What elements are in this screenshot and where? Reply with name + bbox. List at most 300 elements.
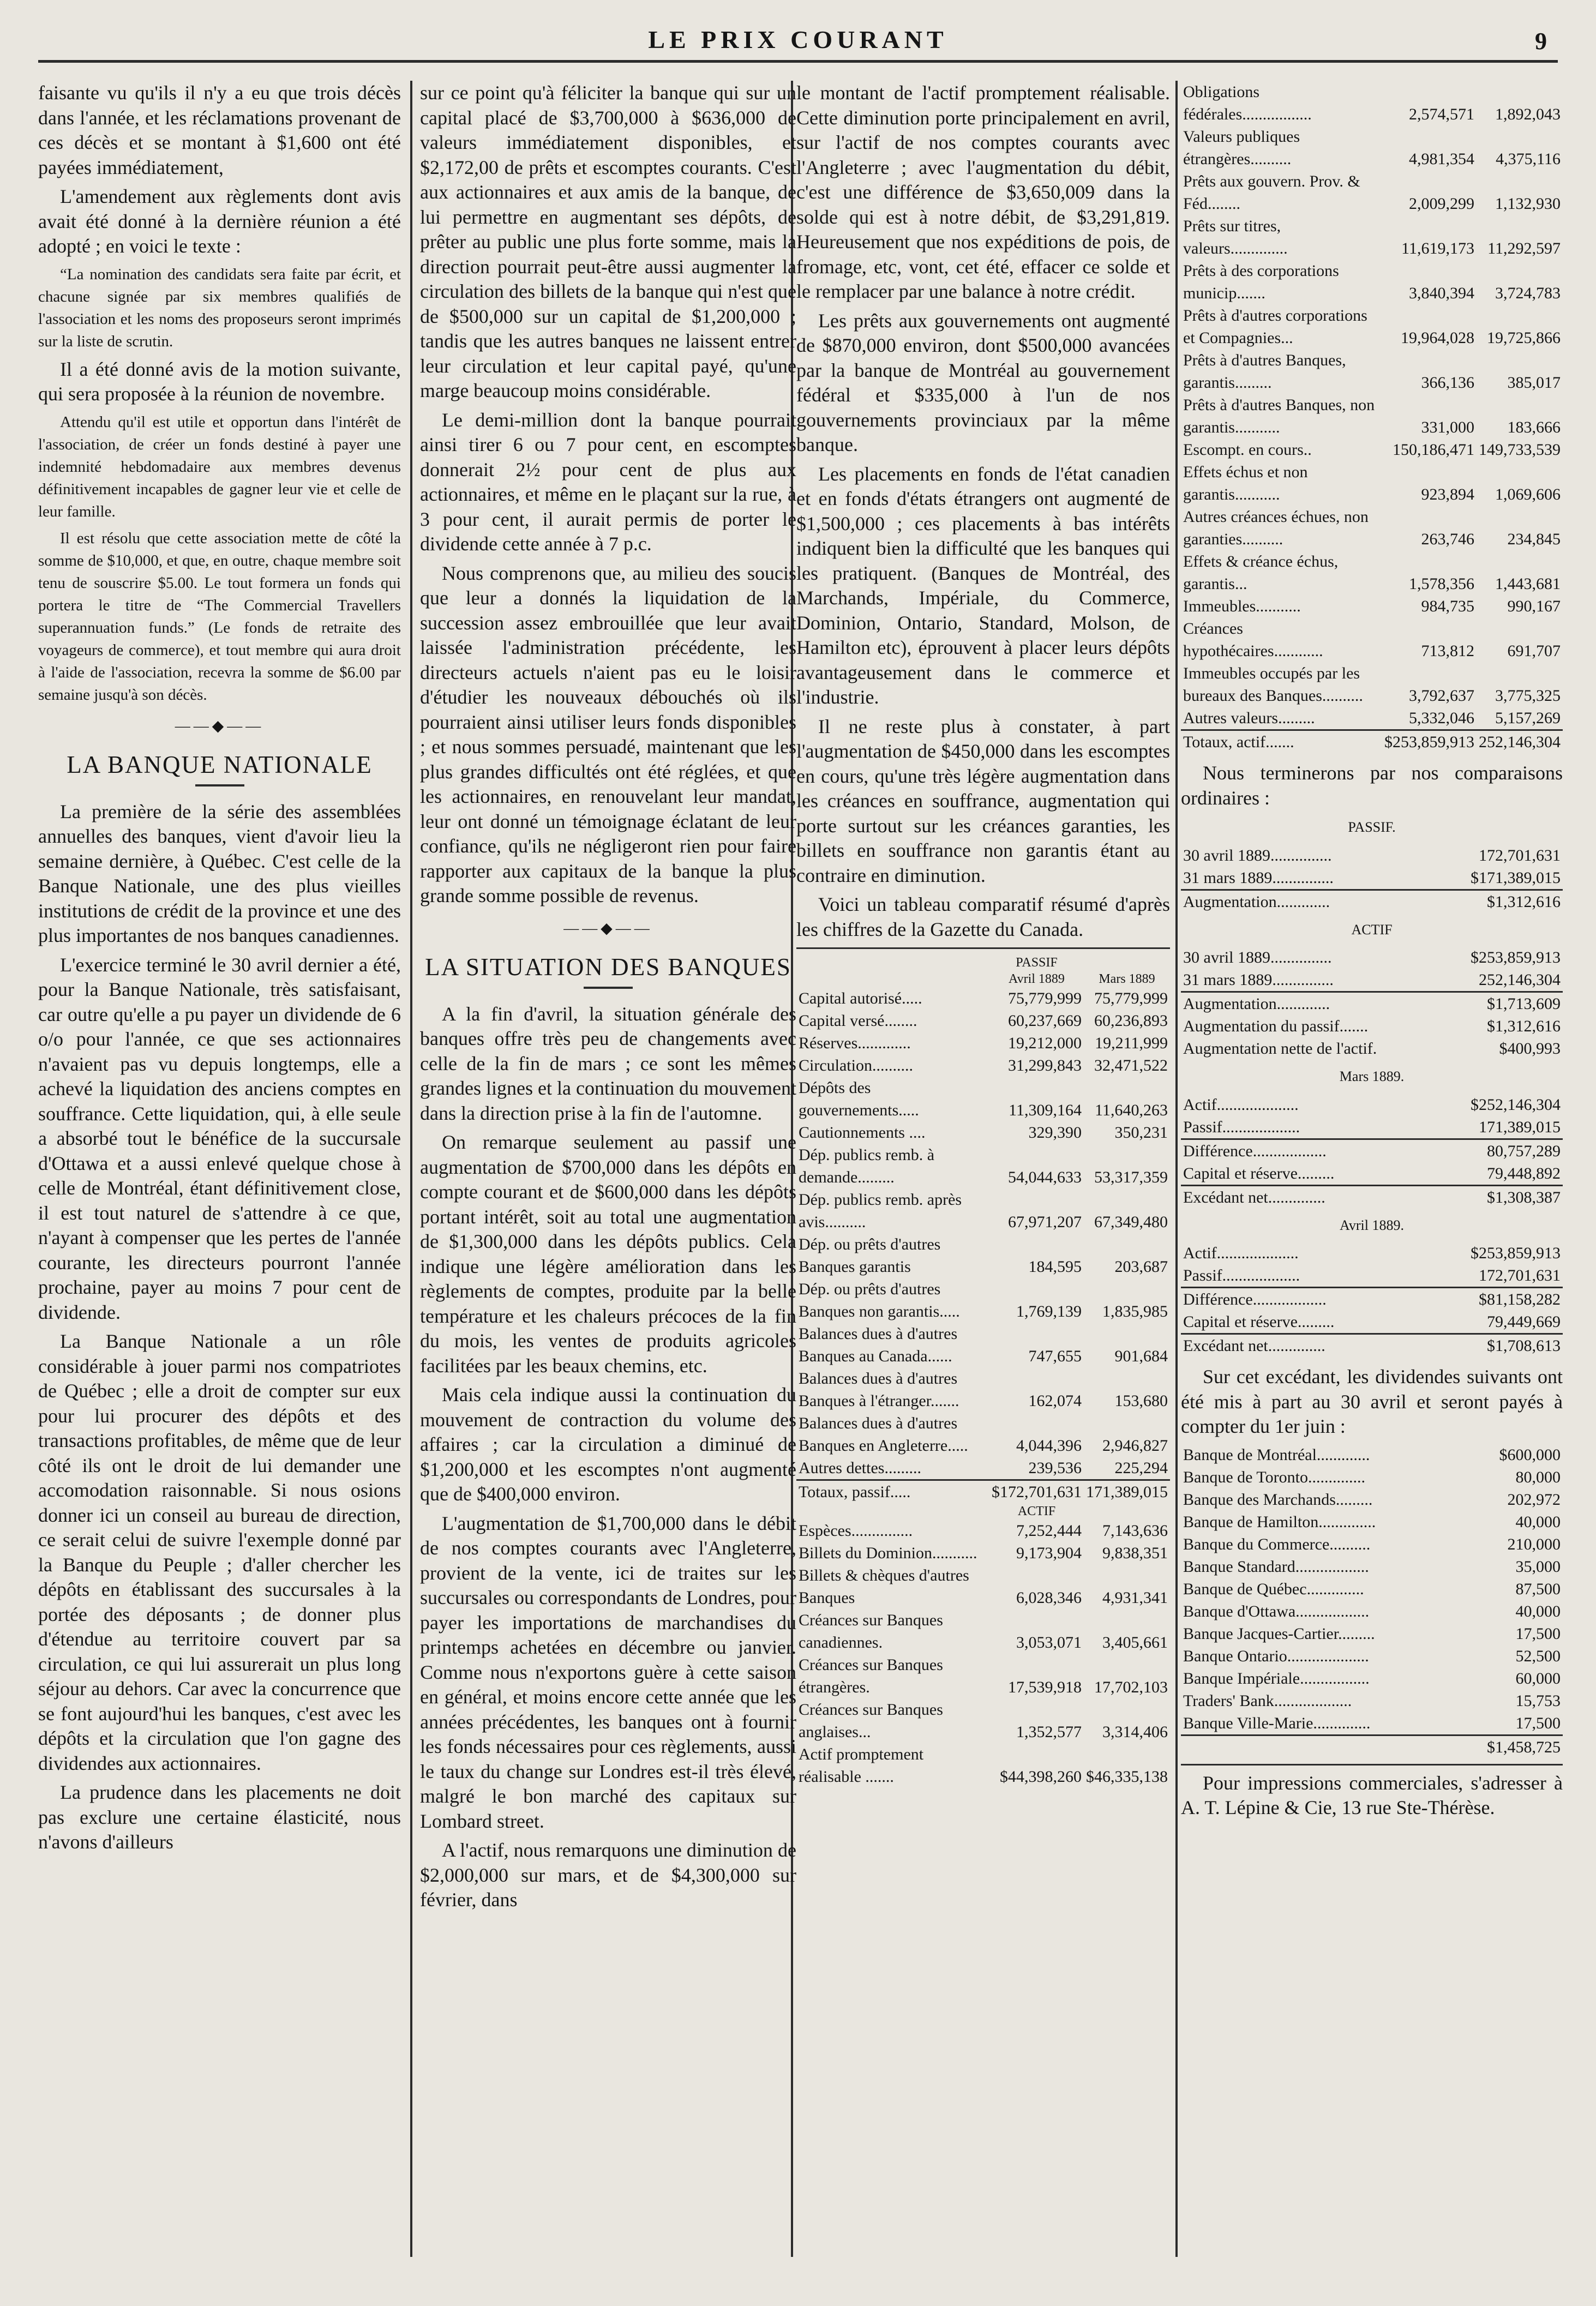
table-row <box>796 1654 1170 1698</box>
cell-mars: 2,946,827 <box>1102 1437 1168 1455</box>
table-row <box>1181 890 1563 913</box>
row-label: Dép. publics remb. à demande......... <box>799 1146 935 1186</box>
cell-mars: 60,236,893 <box>1094 1012 1168 1030</box>
row-value: 80,000 <box>1515 1468 1561 1486</box>
cell-mars: $46,335,138 <box>1086 1768 1168 1786</box>
table-row <box>1181 1288 1563 1311</box>
cell-mars: 7,143,636 <box>1102 1522 1168 1540</box>
row-label: Banque du Commerce.......... <box>1183 1535 1371 1553</box>
cell-mars: 171,389,015 <box>1084 1480 1170 1504</box>
table-row <box>1181 730 1563 754</box>
row-label: Prêts à d'autres corporations et Compagnies... <box>1183 307 1367 347</box>
cell-mars: 53,317,359 <box>1094 1168 1168 1186</box>
divider <box>584 987 633 989</box>
row-label: Capital et réserve......... <box>1183 1313 1335 1331</box>
cell-avril: 3,053,071 <box>1016 1634 1082 1652</box>
paragraph: La Banque Nationale a un rôle considérable à jouer parmi nos compatriotes de Québec ; elle a droit de compter sur eux pour lui procurer des dépôts et des transactions profitables, de même que de leur côté ils ont le droit de lui demander une accomodation raisonnable. Si nous osions donner ici un conseil au bureau de direction, ce serait celui de suivre l'exemple donné par la Banque du Peuple ; d'aller chercher les dépôts en établissant des succursales à la portée des déposants ; de donner plus d'étendue au territoire couvert par sa circulation, ce qui lui assurerait un plus long séjour au dehors. Car avec la concurrence que se font aujourd'hui les banques, c'est avec les dépôts et la circulation que l'on gagne des dividendes aux actionnaires. <box>38 1330 401 1774</box>
table-row <box>796 1278 1170 1323</box>
row-label: Actif.................... <box>1183 1244 1299 1262</box>
newspaper-title: LE PRIX COURANT <box>648 26 948 53</box>
cell-avril: $172,701,631 <box>989 1480 1084 1504</box>
cell-mars: 149,733,539 <box>1479 441 1561 459</box>
paragraph: Sur cet excédant, les dividendes suivants ont été mis à part au 30 avril et seront payés à compter du 1er juin : <box>1181 1366 1563 1437</box>
paragraph: L'amendement aux règlements dont avis avait été donné à la dernière réunion a été adopté ; en voici le texte : <box>38 185 401 257</box>
cell-avril: 984,735 <box>1421 597 1474 615</box>
paragraph: le montant de l'actif promptement réalisable. Cette diminution porte principalement en avril, sur l'actif de nos comptes courants avec l'Angleterre ; avec l'augmentation du débit, c'est une différence de $3,650,009 dans la solde qui est à notre débit, de $3,291,819. Heureusement que nos expéditions de pois, de fromage, etc, vont, cet été, effacer ce solde et le remplacer par une balance à notre crédit. <box>796 82 1170 302</box>
row-label: 31 mars 1889............... <box>1183 868 1334 887</box>
table-row <box>1181 1511 1563 1533</box>
row-value: $171,389,015 <box>1471 868 1561 887</box>
cell-avril: 11,309,164 <box>1009 1101 1082 1119</box>
cell-avril: 54,044,633 <box>1008 1168 1082 1186</box>
cell-avril: 747,655 <box>1028 1347 1082 1365</box>
quoted-text: Attendu qu'il est utile et opportun dans l'intérêt de l'association, de créer un fonds destiné à payer une indemnité hebdomadaire aux membres devenus définitivement incapables de gagner leur vie et celle de leur famille. <box>38 413 401 520</box>
cell-avril: 150,186,471 <box>1393 441 1474 459</box>
cell-mars: 4,931,341 <box>1102 1589 1168 1607</box>
table-row <box>1181 867 1563 890</box>
cell-mars: 19,211,999 <box>1095 1034 1168 1052</box>
table-row <box>1181 1690 1563 1712</box>
row-label: Prêts à d'autres Banques, non garantis........... <box>1183 396 1375 436</box>
page-header <box>38 22 1558 63</box>
row-value: $1,308,387 <box>1419 1185 1563 1209</box>
row-label: Immeubles occupés par les bureaux des Banques.......... <box>1183 664 1363 705</box>
cell-avril: 1,769,139 <box>1016 1302 1082 1320</box>
cell-mars: 19,725,866 <box>1487 329 1561 347</box>
row-label: Effets & créance échus, garantis... <box>1183 553 1339 593</box>
table-row <box>796 1542 1170 1564</box>
table-row <box>1181 595 1563 617</box>
table-row <box>796 1188 1170 1233</box>
row-value: 80,757,289 <box>1419 1139 1563 1162</box>
table-row <box>1181 1556 1563 1578</box>
row-value: $600,000 <box>1499 1445 1561 1464</box>
row-label: Balances dues à d'autres Banques à l'étranger....... <box>799 1370 959 1410</box>
cell-avril: $44,398,260 <box>1000 1768 1082 1786</box>
row-label: Autres valeurs......... <box>1183 709 1315 727</box>
table-row <box>796 1457 1170 1480</box>
row-label: Banque Impériale................. <box>1183 1669 1370 1688</box>
row-label: Actif promptement réalisable ....... <box>799 1745 924 1786</box>
mars-label: Mars 1889. <box>1339 1068 1405 1084</box>
column-3 <box>796 81 1170 2262</box>
dividends-table <box>1181 1444 1563 1734</box>
row-value: 17,500 <box>1515 1624 1561 1643</box>
row-label: Capital et réserve......... <box>1183 1164 1335 1182</box>
table-row <box>796 1698 1170 1743</box>
cell-mars: 11,640,263 <box>1095 1101 1168 1119</box>
row-value: $400,993 <box>1499 1040 1561 1058</box>
table-row <box>796 1564 1170 1609</box>
row-label: Cautionnements .... <box>799 1124 926 1142</box>
column-4 <box>1181 81 1563 2262</box>
row-label: Banque de Montréal............. <box>1183 1445 1370 1464</box>
row-label: Banque de Québec.............. <box>1183 1580 1364 1598</box>
row-value: $1,708,613 <box>1419 1334 1563 1358</box>
bank-statement-table <box>796 954 1170 1788</box>
cell-mars: 1,443,681 <box>1495 575 1561 593</box>
cell-avril: 184,595 <box>1028 1258 1082 1276</box>
cell-avril: 3,792,637 <box>1409 687 1474 705</box>
column-rule <box>1175 81 1178 2257</box>
page-number: 9 <box>1535 28 1547 55</box>
table-row <box>1181 439 1563 461</box>
row-value: $1,312,616 <box>1418 890 1563 913</box>
paragraph: Les prêts aux gouvernements ont augmenté de $870,000 environ, dont $500,000 avancées par la banque de Montréal au gouvernement fédéral et $335,000 à l'un de nos gouvernements provinciaux par la même banque. <box>796 309 1170 455</box>
table-row <box>1181 1139 1563 1162</box>
table-row <box>1181 461 1563 506</box>
table-row <box>1181 969 1563 992</box>
table-row <box>796 1520 1170 1542</box>
table-row <box>1181 506 1563 550</box>
row-label: Excédant net.............. <box>1181 1185 1419 1209</box>
ornament-divider: ——◆—— <box>175 717 265 735</box>
row-label: Autres créances échues, non garanties.......... <box>1183 508 1369 548</box>
cell-mars: 990,167 <box>1507 597 1561 615</box>
paragraph: A la fin d'avril, la situation générale des banques offre très peu de changements avec celle de la fin de mars ; ce sont les mêmes grandes lignes et la continuation du mouvement dans la direction prise à la fin de l'automne. <box>420 1002 796 1124</box>
ornament-divider: ——◆—— <box>563 920 653 937</box>
row-value: 202,972 <box>1507 1490 1561 1509</box>
cell-avril: 263,746 <box>1421 530 1474 548</box>
table-row <box>1181 1444 1563 1466</box>
table-row <box>796 1323 1170 1367</box>
row-label: Prêts sur titres, valeurs.............. <box>1183 217 1288 257</box>
row-value: 210,000 <box>1507 1535 1561 1553</box>
row-label: Billets & chèques d'autres Banques <box>799 1566 969 1607</box>
cell-mars: 11,292,597 <box>1487 239 1561 257</box>
cell-avril: $253,859,913 <box>1382 730 1477 754</box>
paragraph: La première de la série des assemblées annuelles des banques, vient d'avoir lieu la semaine dernière, à Québec. C'est celle de la Banque Nationale, une des plus vieilles institutions de crédit de la province et une des plus importantes de nos banques canadiennes. <box>38 800 401 946</box>
cell-mars: 3,405,661 <box>1102 1634 1168 1652</box>
row-label: Totaux, passif..... <box>796 1480 989 1504</box>
row-label: Balances dues à d'autres Banques en Angleterre..... <box>799 1414 968 1455</box>
cell-avril: 923,894 <box>1421 485 1474 503</box>
dividends-total <box>1181 1734 1563 1758</box>
table-row <box>1181 662 1563 707</box>
table-row <box>1181 1334 1563 1358</box>
table-row <box>1181 617 1563 662</box>
paragraph: Il a été donné avis de la motion suivante, qui sera proposée à la réunion de novembre. <box>38 358 401 405</box>
cell-mars: 1,835,985 <box>1102 1302 1168 1320</box>
row-label: Créances sur Banques étrangères. <box>799 1656 943 1696</box>
cell-avril: 2,009,299 <box>1409 195 1474 213</box>
table-row <box>1181 1116 1563 1139</box>
table-row <box>1181 394 1563 439</box>
table-row <box>796 987 1170 1010</box>
row-label: Billets du Dominion........... <box>799 1544 977 1562</box>
row-label: Traders' Bank................... <box>1183 1691 1352 1710</box>
table-row <box>1181 260 1563 304</box>
paragraph: Nous comprenons que, au milieu des soucis que leur a donnés la liquidation de la succession assez embrouillée que leur avait laissée l'administration précédente, les directeurs actuels n'aient pas eu le loisir d'étudier les nouveaux débouchés où ils pourraient ainsi utiliser leurs fonds disponibles ; et nous sommes persuadé, maintenant que les plus grandes difficultés ont été réglées, et que les actionnaires, en renouvelant leur mandat, leur ont donné un témoignage éclatant de leur confiance, qu'ils ne négligeront rien pour faire rapporter aux capitaux de la banque la plus grande somme possible de revenus. <box>420 562 796 906</box>
cell-mars: 75,779,999 <box>1094 989 1168 1007</box>
table-row <box>1181 170 1563 215</box>
row-label: Escompt. en cours.. <box>1183 441 1312 459</box>
row-label: Prêts aux gouvern. Prov. & Féd........ <box>1183 172 1360 213</box>
table-rule <box>796 947 1170 949</box>
row-label: Banque Ville-Marie.............. <box>1183 1714 1371 1732</box>
cell-avril: 31,299,843 <box>1008 1056 1082 1074</box>
cell-avril: 9,173,904 <box>1016 1544 1082 1562</box>
row-label: Valeurs publiques étrangères.......... <box>1183 128 1300 168</box>
table-row <box>1181 1094 1563 1116</box>
row-label: Capital autorisé..... <box>799 989 922 1007</box>
row-label: 30 avril 1889............... <box>1183 948 1332 966</box>
cell-avril: 75,779,999 <box>1008 989 1082 1007</box>
cell-mars: 350,231 <box>1114 1124 1168 1142</box>
paragraph: On remarque seulement au passif une augmentation de $700,000 dans les dépôts en compte courant et de $600,000 dans les dépôts portant intérêt, soit au total une augmentation de $1,300,000 dans les dépôts publics. Cela indique une légère amélioration dans les règlements de comptes, produite par la belle température et les chaleurs précoces de la fin du mois, les ventes de produits agricoles facilitées par les beaux chemins, etc. <box>420 1131 796 1377</box>
cell-mars: 1,069,606 <box>1495 485 1561 503</box>
row-label: Espèces............... <box>799 1522 913 1540</box>
cell-avril: 4,044,396 <box>1016 1437 1082 1455</box>
row-value: 79,449,669 <box>1487 1313 1561 1331</box>
cell-avril: 329,390 <box>1028 1124 1082 1142</box>
cell-avril: 331,000 <box>1421 418 1474 436</box>
cell-mars: 3,775,325 <box>1495 687 1561 705</box>
row-label: Banque Ontario.................... <box>1183 1647 1369 1665</box>
table-row <box>1181 1466 1563 1488</box>
paragraph: Nous terminerons par nos comparaisons ordinaires : <box>1181 762 1563 809</box>
row-label: Capital versé........ <box>799 1012 917 1030</box>
row-label: Banque Standard.................. <box>1183 1557 1369 1576</box>
cell-avril: 366,136 <box>1421 374 1474 392</box>
paragraph: L'exercice terminé le 30 avril dernier a été, pour la Banque Nationale, très satisfaisant, car outre qu'elle a pu payer un dividende de 6 o/o pour l'année, ce que ses actionnaires n'avaient pas vu depuis longtemps, elle a achevé la liquidation des anciens comptes en souffrance. Cette liquidation, qui, à elle seule a absorbé tout le bénéfice de la succursale d'Ottawa et a aussi enlevé quelque chose à celle de Montréal, étant définitivement close, il est tout naturel de s'attendre à ce que, n'ayant à compenser que les pertes de l'année courante, les directeurs pourront l'année prochaine, payer au moins 7 pour cent de dividende. <box>38 953 401 1323</box>
row-value: $253,859,913 <box>1471 948 1561 966</box>
table-row <box>1181 125 1563 170</box>
row-label: Créances sur Banques anglaises... <box>799 1701 943 1741</box>
column-1 <box>38 81 401 2262</box>
table-row <box>796 1032 1170 1054</box>
row-label: Banque des Marchands......... <box>1183 1490 1373 1509</box>
row-label: Dép. ou prêts d'autres Banques garantis <box>799 1235 941 1276</box>
column-2 <box>420 81 796 2262</box>
paragraph: Voici un tableau comparatif résumé d'après les chiffres de la Gazette du Canada. <box>796 893 1170 940</box>
row-label: Augmentation............. <box>1181 890 1418 913</box>
paragraph: Il ne reste plus à constater, à part l'augmentation de $450,000 dans les escomptes en cours, qu'une très légère augmentation dans les créances en souffrance, augmentation qui porte surtout sur les créances garanties, les billets en souffrance non garantis étant au contraire en diminution. <box>796 715 1170 886</box>
cell-avril: 239,536 <box>1028 1459 1082 1477</box>
row-label: Différence.................. <box>1181 1139 1419 1162</box>
row-value: 87,500 <box>1515 1580 1561 1598</box>
row-value: $81,158,282 <box>1419 1288 1563 1311</box>
footer-advertisement: Pour impressions commerciales, s'adresser à A. T. Lépine & Cie, 13 rue Ste-Thérèse. <box>1181 1771 1563 1818</box>
table-row <box>796 1412 1170 1457</box>
row-value: 171,389,015 <box>1479 1118 1561 1136</box>
row-value: 172,701,631 <box>1479 846 1561 864</box>
row-value: 172,701,631 <box>1479 1266 1561 1284</box>
cell-mars: 225,294 <box>1114 1459 1168 1477</box>
table-row <box>796 1144 1170 1188</box>
paragraph: Mais cela indique aussi la continuation du mouvement de contraction du volume des affaires ; car la circulation a diminué de $1,200,000 et les escomptes n'ont augmenté que de $400,000 environ. <box>420 1384 796 1505</box>
passif-label: PASSIF <box>1016 956 1058 970</box>
cell-avril: 19,964,028 <box>1401 329 1474 347</box>
table-row <box>1181 1037 1563 1060</box>
table-row <box>1181 1578 1563 1600</box>
cell-avril: 19,212,000 <box>1008 1034 1082 1052</box>
row-label: Prêts à des corporations municip....... <box>1183 262 1339 302</box>
paragraph: L'augmentation de $1,700,000 dans le débit de nos comptes courants avec l'Angleterre, provient de la vente, ici de traites sur les succursales ou correspondants de Londres, pour payer les importations de marchandises du printemps achetées en décembre ou janvier. Comme nous n'exportons guère à cette saison en général, et moins encore cette année que les années précédentes, les banques ont à fournir les fonds nécessaires pour ces règlements, aussi le taux du change sur Londres est-il très élevé, malgré le bon marché des capitaux sur Lombard street. <box>420 1512 796 1832</box>
row-label: Effets échus et non garantis........... <box>1183 463 1308 503</box>
actif-label: ACTIF <box>1017 1504 1056 1518</box>
table-row <box>1181 1311 1563 1334</box>
table-row <box>1181 349 1563 394</box>
row-label: Totaux, actif....... <box>1181 730 1382 754</box>
row-value: 52,500 <box>1515 1647 1561 1665</box>
table-row <box>796 1054 1170 1077</box>
row-label: Obligations fédérales................. <box>1183 83 1312 123</box>
table-row <box>1181 1645 1563 1667</box>
cell-mars: 153,680 <box>1114 1392 1168 1410</box>
actif-label: ACTIF <box>1351 921 1393 938</box>
cell-mars: 1,892,043 <box>1495 105 1561 123</box>
comparison-actif-table <box>1181 946 1563 1060</box>
divider <box>1181 1764 1563 1765</box>
cell-avril: 4,981,354 <box>1409 150 1474 168</box>
cell-mars: 183,666 <box>1507 418 1561 436</box>
paragraph: A l'actif, nous remarquons une diminution de $2,000,000 sur mars, et de $4,300,000 sur février, dans <box>420 1839 796 1911</box>
table-row <box>1181 1015 1563 1037</box>
cell-mars: 901,684 <box>1114 1347 1168 1365</box>
column-head-mars: Mars 1889 <box>1099 972 1155 986</box>
table-row <box>796 1077 1170 1121</box>
row-label: 31 mars 1889............... <box>1183 971 1334 989</box>
table-row <box>796 1121 1170 1144</box>
table-row <box>1181 1623 1563 1645</box>
table-row <box>796 1609 1170 1654</box>
table-row <box>796 1480 1170 1504</box>
table-row <box>1181 844 1563 867</box>
row-label: Passif................... <box>1183 1266 1300 1284</box>
row-value: 15,753 <box>1515 1691 1561 1710</box>
table-row <box>796 1367 1170 1412</box>
cell-avril: 2,574,571 <box>1409 105 1474 123</box>
table-row <box>1181 1162 1563 1186</box>
cell-avril: 1,352,577 <box>1016 1723 1082 1741</box>
row-value: $253,859,913 <box>1471 1244 1561 1262</box>
row-label: Circulation.......... <box>799 1056 913 1074</box>
paragraph: faisante vu qu'ils il n'y a eu que trois décès dans l'année, et les réclamations provenant de ces décès et se montant à $1,600 ont été payées immédiatement, <box>38 82 401 178</box>
table-row <box>1181 304 1563 349</box>
row-label: Créances sur Banques canadiennes. <box>799 1611 943 1652</box>
dividends-total-value: $1,458,725 <box>1201 1735 1563 1758</box>
cell-avril: 5,332,046 <box>1409 709 1474 727</box>
paragraph: Les placements en fonds de l'état canadien et en fonds d'états étrangers ont augmenté de $1,500,000 ; ces placements à bas intérêts indiquent bien la difficulté que les banques qui les pratiquent. (Banques de Montréal, des Marchands, Impériale, du Commerce, Dominion, Ontario, Standard, Molson, de Hamilton etc), éprouvent à placer leurs dépôts avantageusement dans le commerce et l'industrie. <box>796 463 1170 708</box>
cell-avril: 11,619,173 <box>1401 239 1474 257</box>
table-row <box>1181 1667 1563 1690</box>
column-head-avril: Avril 1889 <box>1009 972 1065 986</box>
cell-avril: 1,578,356 <box>1409 575 1474 593</box>
cell-avril: 3,840,394 <box>1409 284 1474 302</box>
row-value: $1,713,609 <box>1439 992 1563 1016</box>
table-row <box>1181 1264 1563 1288</box>
cell-mars: 203,687 <box>1114 1258 1168 1276</box>
table-row <box>1181 1712 1563 1734</box>
avril-summary-table <box>1181 1242 1563 1357</box>
actif-rows <box>1181 81 1563 730</box>
row-value: 40,000 <box>1515 1512 1561 1531</box>
paragraph: sur ce point qu'à féliciter la banque qui sur un capital placé de $3,700,000 à $636,000 de valeurs immédiatement disponibles, et $2,172,00 de prêts et escomptes courants. C'est aux actionnaires et aux amis de la banque, de lui permettre en augmentant ses dépôts, de prêter au public une plus forte somme, mais la direction pourrait peut-être aussi augmenter la circulation des billets de la banque qui n'est que de $500,000 sur un capital de $1,200,000 ; tandis que les autres banques ne laissent entrer leur circulation et leur capital payé, qu'une marge beaucoup moins considérable. <box>420 82 796 401</box>
row-label: Prêts à d'autres Banques, garantis......... <box>1183 351 1346 392</box>
row-label: Banque de Hamilton.............. <box>1183 1512 1376 1531</box>
cell-mars: 17,702,103 <box>1094 1678 1168 1696</box>
bank-statement-table-continued <box>1181 81 1563 753</box>
quoted-text: “La nomination des candidats sera faite par écrit, et chacune signée par six membres qualifiés de l'association et les noms des proposeurs seront imprimés sur la liste de scrutin. <box>38 265 401 350</box>
table-row <box>1181 1185 1563 1209</box>
table-row <box>796 1233 1170 1278</box>
table-row <box>1181 946 1563 969</box>
section-title: LA SITUATION DES BANQUES <box>425 953 791 981</box>
row-value: 79,448,892 <box>1487 1164 1561 1182</box>
cell-avril: 67,971,207 <box>1008 1213 1082 1231</box>
row-label: Banque de Toronto.............. <box>1183 1468 1365 1486</box>
row-label: Différence.................. <box>1181 1288 1419 1311</box>
row-label: Actif.................... <box>1183 1095 1299 1114</box>
row-label: Passif................... <box>1183 1118 1300 1136</box>
row-label: Autres dettes......... <box>799 1459 921 1477</box>
cell-mars: 691,707 <box>1507 642 1561 660</box>
mars-summary-table <box>1181 1094 1563 1209</box>
cell-avril: 6,028,346 <box>1016 1589 1082 1607</box>
row-value: 60,000 <box>1515 1669 1561 1688</box>
paragraph: La prudence dans les placements ne doit pas exclure une certaine élasticité, nous n'avons d'ailleurs <box>38 1781 401 1853</box>
cell-mars: 3,314,406 <box>1102 1723 1168 1741</box>
table-row <box>1181 1488 1563 1511</box>
cell-avril: 60,237,669 <box>1008 1012 1082 1030</box>
row-value: $1,312,616 <box>1487 1017 1561 1035</box>
cell-avril: 7,252,444 <box>1016 1522 1082 1540</box>
cell-mars: 252,146,304 <box>1477 730 1563 754</box>
cell-avril: 162,074 <box>1028 1392 1082 1410</box>
table-row <box>1181 81 1563 125</box>
row-label: Augmentation............. <box>1181 992 1439 1016</box>
cell-mars: 5,157,269 <box>1495 709 1561 727</box>
table-row <box>1181 1533 1563 1556</box>
row-value: 40,000 <box>1515 1602 1561 1620</box>
row-value: 35,000 <box>1515 1557 1561 1576</box>
cell-mars: 32,471,522 <box>1094 1056 1168 1074</box>
table-row <box>1181 992 1563 1016</box>
cell-mars: 385,017 <box>1507 374 1561 392</box>
row-label: Augmentation du passif....... <box>1183 1017 1369 1035</box>
cell-avril: 713,812 <box>1421 642 1474 660</box>
row-label: Créances hypothécaires............ <box>1183 620 1323 660</box>
comparison-passif-table <box>1181 844 1563 913</box>
row-label: Dépôts des gouvernements..... <box>799 1079 919 1119</box>
row-label: Augmentation nette de l'actif. <box>1183 1040 1377 1058</box>
row-label: Excédant net.............. <box>1181 1334 1419 1358</box>
row-label: 30 avril 1889............... <box>1183 846 1332 864</box>
cell-mars: 1,132,930 <box>1495 195 1561 213</box>
actif-rows <box>796 1520 1170 1788</box>
table-row <box>1181 550 1563 595</box>
row-value: 17,500 <box>1515 1714 1561 1732</box>
cell-mars: 3,724,783 <box>1495 284 1561 302</box>
row-label: Banque d'Ottawa.................. <box>1183 1602 1370 1620</box>
table-row <box>1181 1600 1563 1623</box>
row-value: $252,146,304 <box>1471 1095 1561 1114</box>
row-label: Immeubles........... <box>1183 597 1301 615</box>
section-title: LA BANQUE NATIONALE <box>67 751 373 778</box>
row-label: Banque Jacques-Cartier......... <box>1183 1624 1375 1643</box>
avril-label: Avril 1889. <box>1340 1217 1404 1233</box>
row-label: Réserves............. <box>799 1034 911 1052</box>
column-rule <box>410 81 412 2257</box>
cell-mars: 67,349,480 <box>1094 1213 1168 1231</box>
row-value: 252,146,304 <box>1479 971 1561 989</box>
table-row <box>1181 215 1563 260</box>
cell-mars: 9,838,351 <box>1102 1544 1168 1562</box>
cell-mars: 234,845 <box>1507 530 1561 548</box>
table-row <box>1181 1242 1563 1264</box>
table-row <box>796 1743 1170 1788</box>
